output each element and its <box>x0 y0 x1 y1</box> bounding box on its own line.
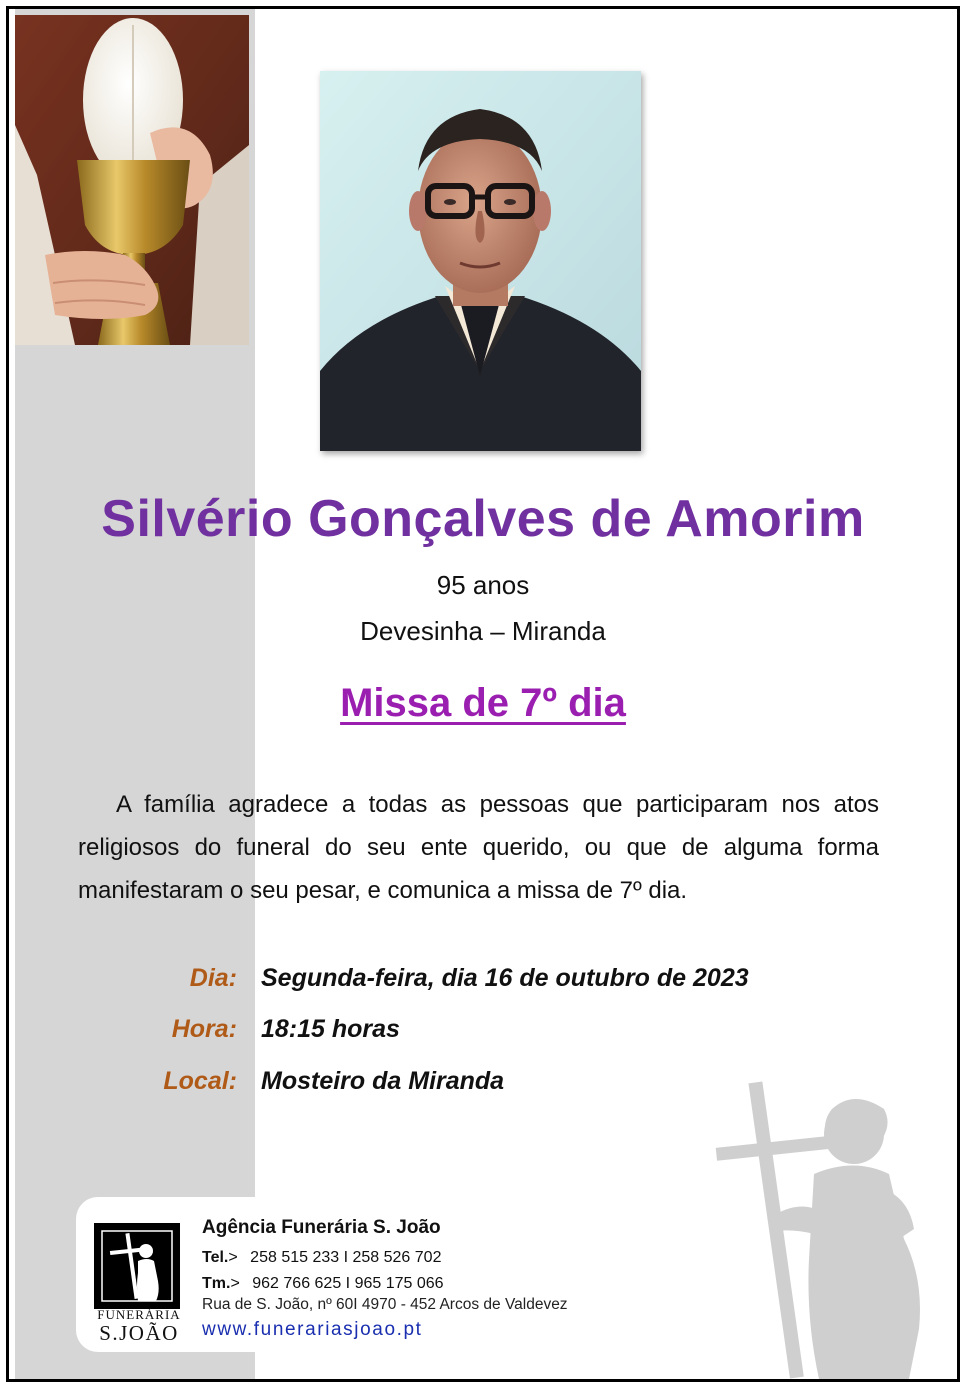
detail-label: Dia: <box>189 964 237 992</box>
mobile-label: Tm. <box>202 1275 231 1292</box>
detail-label: Hora: <box>171 1015 237 1043</box>
agency-website-link[interactable]: www.funerariasjoao.pt <box>202 1319 423 1340</box>
phone-arrow: > <box>228 1249 238 1266</box>
detail-label: Local: <box>163 1067 237 1095</box>
cross-bearer-silhouette-icon <box>714 1079 957 1379</box>
logo-text-sjoao: S.JOÃO <box>99 1321 179 1345</box>
logo-text-funeraria: FUNERÁRIA <box>97 1307 181 1322</box>
agency-phone-line <box>202 1249 441 1267</box>
portrait-photo <box>320 71 641 451</box>
phone-numbers: 258 515 233 I 258 526 702 <box>250 1249 442 1266</box>
agency-address: Rua de S. João, nº 60I 4970 - 452 Arcos de Valdevez <box>202 1296 568 1313</box>
agency-name: Agência Funerária S. João <box>202 1217 441 1238</box>
thank-you-message: A família agradece a todas as pessoas que participaram nos atos religiosos do funeral do seu ente querido, ou que de alguma forma manifestaram o seu pesar, e comunica a missa de 7º dia. <box>78 791 879 904</box>
deceased-name: Silvério Gonçalves de Amorim <box>101 490 865 548</box>
deceased-place: Devesinha – Miranda <box>360 616 606 646</box>
detail-value: Mosteiro da Miranda <box>261 1067 505 1095</box>
phone-label: Tel. <box>202 1249 229 1266</box>
mobile-arrow: > <box>230 1275 240 1292</box>
agency-mobile-line <box>202 1275 444 1293</box>
agency-card <box>76 1197 636 1352</box>
mobile-numbers: 962 766 625 I 965 175 066 <box>252 1275 444 1292</box>
mass-title: Missa de 7º dia <box>340 681 626 725</box>
deceased-age: 95 anos <box>436 570 530 600</box>
detail-value: Segunda-feira, dia 16 de outubro de 2023 <box>261 964 749 992</box>
page-frame <box>6 6 960 1382</box>
detail-value: 18:15 horas <box>261 1015 400 1043</box>
funeraria-logo-icon <box>94 1223 180 1309</box>
chalice-host-icon <box>15 15 249 345</box>
